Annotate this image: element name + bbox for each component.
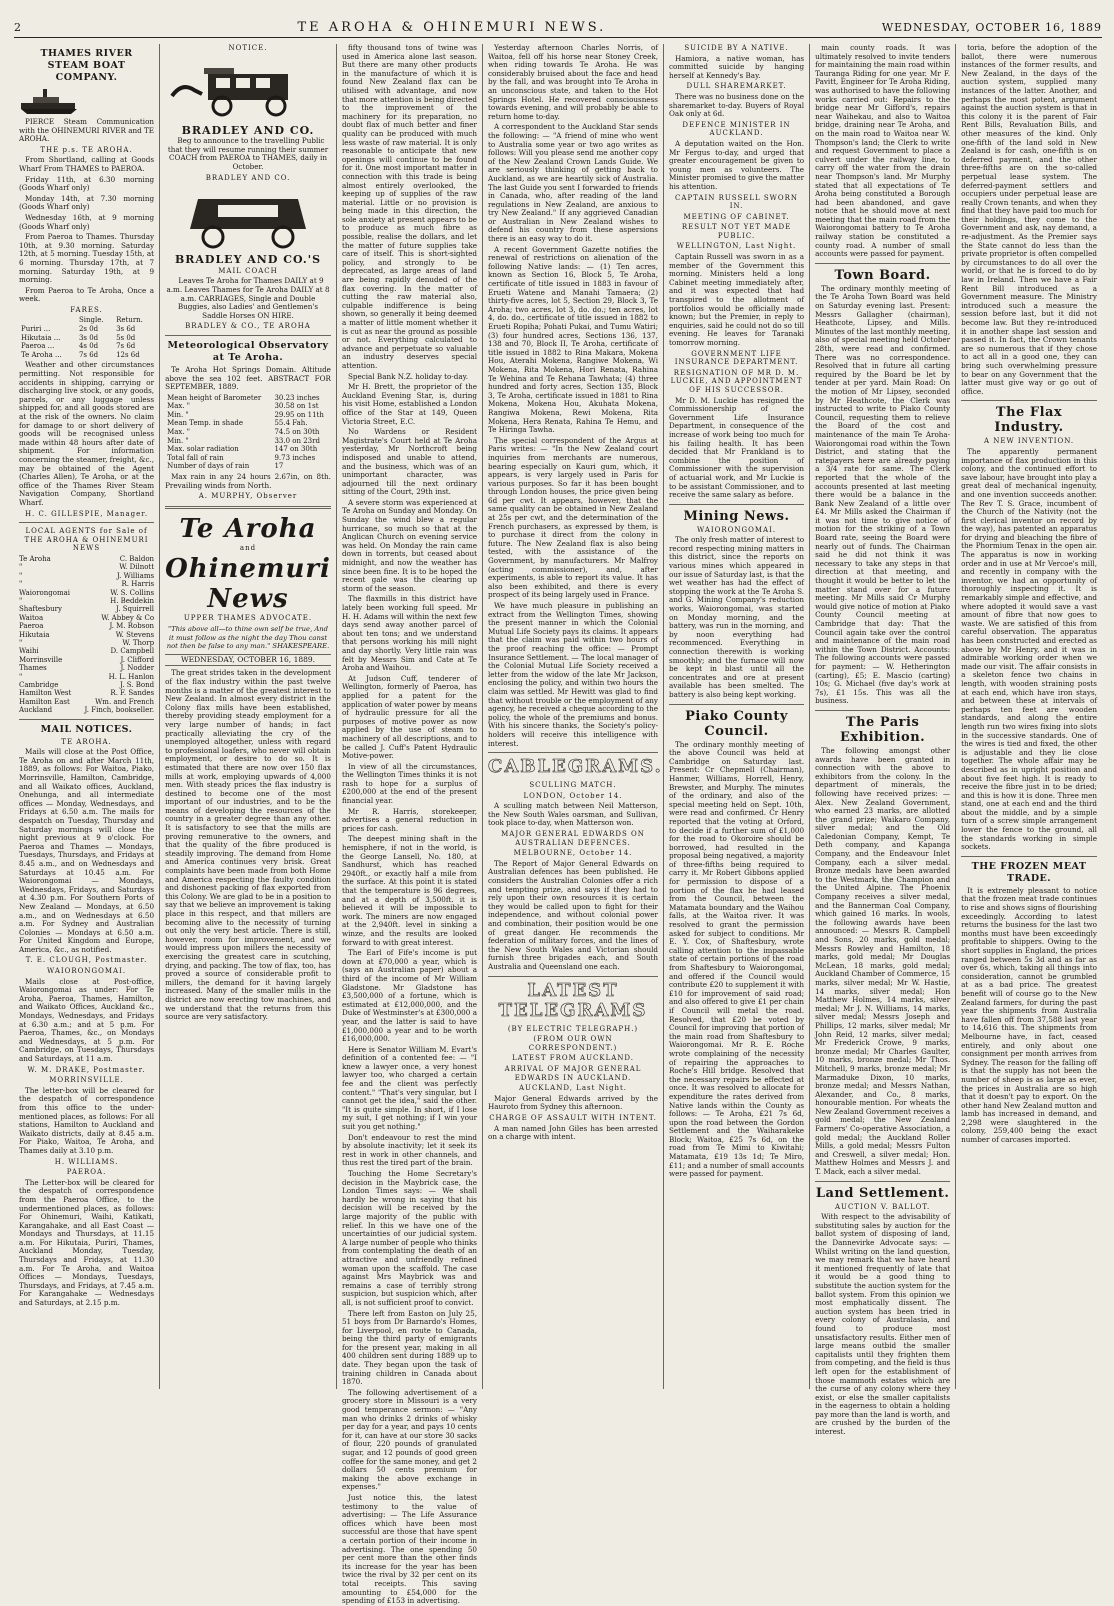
list-item: Waiorongomai W. S. Collins [19,588,155,597]
meteorological-text: Te Aroha Hot Springs Domain. Altitude above the sea 102 feet. ABSTRACT FOR SEPTEMBER, 1889. [165,364,331,392]
mining-news-heading: Mining News. [683,508,790,524]
land-continued: toria, before the adoption of the ballot, there were numerous instances of the former results, and New Zealand, in the days of the auction system, supplied many instances of the latter. Another, and perhaps the most potent, argument against the auction system is that in this colony it is the parent of Fair Rent Bills, Revaluation Bills, and other measures of the kind. Only one-fifth of the land sold in New Zealand is for cash, one-fifth is on deferred payment, and the other three-fifths are on the so-called perpetual lease system. The deferred-payment settlers and occupiers under perpetual lease are really Crown tenants, and when they find that they have paid too much for their holdings, they come to the Government and ask, nay demand, a re-adjustment. As the Premier says the State cannot do less than the private proprietor is often compelled by circumstances to do all over the world, or that he is forced to do by law in Ireland. Then we have a Fair Rent Bill introduced as a Government measure. The Ministry introduced such a measure the session before last, but it did not become law. But they re-introduced it in another shape last session and passed it. In fact, the Crown tenants are so numerous that if they chose to act all in a good one, they can bring such overwhelming pressure to bear on any Government that the latter must give way or go out of office. [961,43,1097,396]
latest-telegrams-heading: LATEST TELEGRAMS [498,979,648,1021]
government-life-heading: GOVERNMENT LIFE INSURANCE DEPARTMENT. [674,349,799,367]
paeroa-text: The Letter-box will be cleared for the despatch of correspondence from the Paeroa Office, to the undermentioned places, as follows: For Ohinemuri, Waihi, Katikati, Karangahake, and all East Coast — Mondays and Thursdays, at 11.15 a.m. For Hikutaia, Puriri, Thames, Auckland Monday, Tuesday, Thursdays and Fridays, at 11.30 a.m. For Te Aroha, and Waitoa Offices — Mondays, Tuesdays, Thursdays, and Fridays, at 7.45 a.m. For Karangahake — Wednesdays and Saturdays, at 2.15 p.m. [19,1177,155,1308]
mining-subheading: WAIORONGOMAI. [696,525,777,534]
land-settlement-heading: Land Settlement. [815,1185,950,1201]
resignation-text: Mr D. M. Luckie has resigned the Commissionership of the Government Life Insurance Department, in consequence of the increase of work being too much for his failing health. It has been decided that Mr Frankland is to combine the position of Commissioner with the supervision of actuarial work, and Mr Luckie is to be assistant Commissioner, and to receive the same salary as before. [669,395,805,500]
table-row [19,342,154,351]
edwards-heading: MAJOR GENERAL EDWARDS ON AUSTRALIAN DEFENCES. [501,830,645,847]
shipping-manager: H. C. GILLESPIE, Manager. [24,509,149,518]
paragraph: The following advertisement of a grocery store in Missouri is a very good temperance sermon: — "Any man who drinks 2 drinks of whisky per day for a year, and pays 10 cents for it, can have at our store 30 sacks of flour, 220 pounds of granulated sugar, and 12 pounds of good green coffee for the same money, and get 2 dollars 50 cents premium for making the above exchange in expenses." [341,1387,477,1492]
sharemarket-heading: DULL SHAREMARKET. [686,82,787,91]
mail-coach-illustration [165,184,331,254]
list-item: Te Aroha C. Baldon [19,554,155,563]
paragraph: We have much pleasure in publishing an extract from the Wellington Times, showing the present manner in which the Colonial Mutual Life Society pays its claims. It appears that the claim was paid within two hours of the proof reaching the office: — Prompt Insurance Settlement. — The local manager of the Colonial Mutual Life Society received a letter from the widow of the late Mr Jackson, enclosing the policy, and within two hours the claim was settled. Mr Hewitt was glad to find that without trouble or the employment of any agency, he received a cheque according to the policy, the whole of the premiums and bonus. With his sincere thanks, the Society's policy-holders will receive this intelligence with interest. [488,601,658,748]
table-row [19,351,154,360]
notice-heading: NOTICE. [228,44,268,52]
masthead [14,18,1102,38]
paragraph: Just notice this, the latest testimony to the value of advertising: — The Life Assurance offices which have been most successful are those that have spent a certain portion of their income in advertising. The one spending 50 per cent more than the other finds its increase for the year has been twice the rival by 32 per cent on its total receipts. This saving amounting to £54,000 for the spending of £153 in advertising. [341,1492,477,1606]
bank-holiday-note: Special Bank N.Z. holiday to-day. [347,371,468,381]
sailing-4: From Paeroa to Thames. Thursday 10th, at 9.30 morning. Saturday 12th, at 5 morning. Tuesday 15th, at 6 morning. Thursday 17th, at 7 morning. Saturday 19th, at 9 morning. [19,232,155,285]
paper-title-and: and [239,543,257,552]
list-item: " H. Beddekin [19,596,155,605]
page-number: 2 [14,21,22,34]
column-3 [337,43,483,1606]
leader-article: The great strides taken in the development of the flax industry within the past twelve months is a matter of the greatest interest to New Zealand. In almost every district in the Colony flax mills have been established, thereby providing steady employment for a very large number of hands; in fact practically alleviating the cry of the unemployed altogether, unless with regard to professional loafers, who never will obtain employment, or desire to do so. It is estimated that there are now over 150 flax mills at work, employing upwards of 4,000 men. With steady prices the flax industry is destined to become one of the most important of our industries, and to be the means of developing the resources of the country in a greater degree than any other. It is satisfactory to see that the mills are proving remunerative to the owners, and that the quality of the fibre produced is steadily improving. The demand from Home and America continues very brisk. Great complaints have been made from both Home and America respecting the faulty condition and dishonest packing of flax exported from this Colony. We are glad to be in a position to say that we believe an improvement is taking place in this respect, and that millers are becoming alive to the necessity of turning out only the very best article. There is still, however, room for improvement, and we would impress upon millers the necessity of exercising the greatest care in scutching, drying, and packing. The tow of flax, too, has proved a source of considerable profit to millers, the demand for it having largely increased. Many of the smaller mills in the district are now erecting tow machines, and we understand that the returns from this source are very satisfactory. [165,668,331,1022]
fare-cell: 12s 6d [116,350,140,359]
arrival-dateline: AUCKLAND, Last Night. [518,1084,628,1093]
flax-industry-heading: The Flax Industry. [994,405,1064,436]
fare-cell: 2s 0d [78,325,99,334]
paragraph: The deepest mining shaft in the hemisphere, if not in the world, is the George Lansell, No. 180, at Sandhurst, which has reached 2940ft., or exactly half a mile from the surface. At this point it is stated that the temperature is 96 degrees, and at a depth of 3,500ft. it is believed it will be impossible to work. The miners are now engaged at the 2,940ft. level in sinking a winze, and the results are looked forward to with great interest. [341,834,477,947]
sailing-0: From Shortland, calling at Goods Wharf From THAMES to PAEROA. [19,155,155,173]
flax-industry-subheading: A NEW INVENTION. [983,437,1075,446]
meteorological-table [165,394,331,471]
notice-signature: BRADLEY AND CO. [205,173,291,182]
fare-cell: 5s 0d [116,333,136,342]
meteorological-heading: Meteorological Observatory at Te Aroha. [167,339,329,363]
paragraph: A correspondent to the Auckland Star sends the following: — "A friend of mine who went to Australia some year or two ago writes as follows: Will you please send me another copy of the New Zealand Crown Lands Guide. We are seriously thinking of getting back to Auckland, as we are heartily sick of Australia. The last Guide you sent I forwarded to friends in Canada, who, after reading of the land regulations in New Zealand, are anxious to try New Zealand." If any aggrieved Canadian or Australian in New Zealand wishes to defend his country from these aspersions there is an easy way to do it. [488,122,658,244]
paris-exhibition-heading: The Paris Exhibition. [840,714,926,745]
morrinsville-postmaster: H. WILLIAMS. [54,1157,119,1166]
table-row: Max. " 30.58 on 1st [167,402,319,411]
list-item: Auckland J. Finch, bookseller. [19,706,155,715]
list-item: Waitoa W. Abbey & Co [19,613,155,622]
table-row [19,325,154,334]
resignation-heading: RESIGNATION OF MR D. M. LUCKIE, AND APPOINTMENT OF HIS SUCCESSOR. [670,368,803,394]
fares-table [19,316,154,359]
table-row: Min. " 33.0 on 23rd [167,436,320,445]
mining-text: The only fresh matter of interest to record respecting mining matters in this district, since the reports on various mines which appeared in our issue of Saturday last, is that the wet weather has had the effect of stopping the work at the Te Aroha S. and G. Mining Company's reduction works, Waiorongomai, was started on Monday morning, and the battery, was run in the morning, and by noon everything had recommenced. Everything in connection therewith is working smoothly; and the furnace will now be kept in blast until all the concentrates and ore at present available has been smelted. The battery is also being kept working. [669,535,805,699]
fare-cell: Hikutaia ... [21,333,61,342]
agents-list [19,555,154,715]
paragraph: No Wardens or Resident Magistrate's Court held at Te Aroha yesterday, Mr Northcroft being indisposed and unable to attend, and the business, which was of an unimportant character, was adjourned till the next ordinary sitting of the Court, 29th inst. [341,427,477,497]
morrinsville-text: The letter-box will be cleared for the despatch of correspondence from this office to the under-mentioned places, as follows: For all stations, Hamilton to Auckland and Waikato districts, daily at 8.45 a.m. For Piako, Waitoa, Te Aroha, and Thames daily at 3.10 p.m. [19,1085,155,1155]
list-item: Paeroa J. M. Robson [19,622,155,631]
town-board-text: The ordinary monthly meeting of the Te Aroha Town Board was held on Saturday evening last. Present: Messrs Gallagher (chairman), Heathcote, Lipsey, and Mills. Minutes of the last monthly meeting, also of special meeting held October 28th, were read and confirmed. There was no correspondence. Resolved that in future all carting required by the Board be let by tender at per yard. Main Road: On the motion of Mr Lipsey, seconded by Mr Heathcote, the Clerk was instructed to write to Piako County Council, requesting them to relieve the Board of the cost and maintenance of the main Te Aroha-Waiorongomai road within the Town District, and stating that the ratepayers here are already paying a 3/4 rate for same. The Clerk reported that the whole of the accounts presented at last meeting there would be a balance in the Bank New Zealand of a little over £4. Mr Mills asked the Chairman if it was not time to give notice of motion for the striking of a Town Board rate, seeing the Board were nearly out of funds. The Chairman said he did not think it was necessary to take any steps in that direction at that meeting, and thought it would be better to let the matter stand over for a future meeting. Mr Mills said Cr Murphy would give notice of motion at Piako County Council meeting at Cambridge that day: That the Council again take over the control and maintenance of the main road within the Town District. Accounts: The following accounts were passed for payment: — W. Hetherington (carting), £5; E. Mascio (carting) 10s; G. Michael (five day's work at 7s), £1 15s. This was all the business. [815,283,951,706]
table-row: Max. solar radiation 147 on 30th [167,445,318,454]
fare-cell: 3s 6d [116,325,136,334]
postmaster: T. E. CLOUGH, Postmaster. [25,956,148,965]
coach-text: Leaves Te Aroha for Thames DAILY at 9 a.m. Leaves Thames for Te Aroha DAILY at 8 a.m. CARRIAGES, Single and Double Buggies, also Ladies' and Gentlemen's Saddle Horses ON HIRE. [166,276,330,320]
firm-name: BRADLEY AND CO. [181,123,315,137]
paragraph: The flaxmills in this district have lately been working full speed. Mr H. H. Adams will within the next few days send away another parcel of about ten tons; and we understand that persons working his mill night and day shortly. Very little rain was felt by Messrs Sim and Cate at Te Aroha and Waihou. [341,594,477,673]
paragraph: A severe storm was experienced at Te Aroha on Sunday and Monday. On Sunday the wind blew a regular hurricane, so much so that at the Anglican Church on evening service was held. On Monday the rain came down in torrents, but ceased about midnight, and now the weather has since been fine. It is to be hoped the recent gale was the clearing up storm of the season. [341,497,477,593]
fare-cell: 7s 6d [116,342,136,351]
fares-col-0 [19,316,77,325]
paragraph: The special correspondent of the Argus at Paris writes: — "In the New Zealand court inquiries from merchants are numerous, bearing especially on Kauri gum, which, it appears, is very largely used in Paris for various purposes. So far it has been bought through London houses, the price given being 6d per cwt. It appears, however, that the same quality can be obtained in New Zealand at 25s per cwt, and the determination of the French purchasers, as expressed by them, is to purchase it direct from the colony in future. The New Zealand flax is also being tested, with the assistance of the Government, by manufacturers. Mr Malfroy (acting commissioner), and, after experiments, is able to report its value. It has also been exhibited, and there is every prospect of its being largely used in France. [488,435,658,600]
list-item: Cambridge J. S. Bond [19,681,155,689]
column-5 [664,44,810,1389]
sailing-3: Wednesday 16th, at 9 morning (Goods Wharf only) [19,212,155,231]
cabinet-heading: MEETING OF CABINET. [683,212,790,221]
frozen-meat-heading: THE FROZEN MEAT TRADE. [971,860,1087,884]
sculling-text: A sculling match between Neil Matterson, the New South Wales oarsman, and Sullivan, took place to-day, when Matterson won. [488,801,658,828]
list-item: Morrinsville J. Clifford [19,655,155,664]
auckland-heading: LATEST FROM AUCKLAND. [511,1054,634,1063]
paragraph: At Judson Cuff, tenderer of Wellington, formerly of Paeroa, has applied for a patent for the application of water power by means of hydraulic pressure for all the purposes of motive power as now applied by the use of steam to machinery of all descriptions, and to be called J. Cuff's Patent Hydraulic Motive-power. [341,673,478,761]
arrival-heading: ARRIVAL OF MAJOR GENERAL EDWARDS IN AUCKLAND. [504,1064,642,1082]
agents-heading: LOCAL AGENTS for Sale of THE AROHA & OHINEMURI NEWS [24,527,149,553]
frozen-meat-text: It is extremely pleasant to notice that the frozen meat trade continues to rise and shows signs of flourishing exceedingly. According to latest returns the business for the last two months must have been exceedingly profitable to shippers. Owing to the short supplies in England, the prices ranged between 5s 3d and as far as over 6s, which, taking all things into consideration, cannot be grumbled at as a bad price. The greatest benefit will of course go to the New Zealand farmers, for during the past year the shipments from Australia have fallen off from 37,588 last year to 14,616 this. The shipments from Melbourne have, in fact, ceased entirely, and only about one consignment per month arrives from Sydney. The reason for the falling off is that the supply has not been the number of sheep is as large as ever, the prices in Australia are so high that it doesn't pay to export. On the other hand New Zealand mutton and lamb has increased in demand, and 2,298 were slaughtered in the colony, 259,400 being the exact number of carcases imported. [961,885,1097,1145]
list-item: Hamilton West R. F. Sandes [19,689,155,698]
steamer-icon [19,87,79,115]
table-row: Mean height of Barometer 30.23 inches [167,393,320,402]
mail-heading: MAIL NOTICES. [40,723,133,735]
list-item: Thames J. Nodder [19,664,155,673]
fare-cell: 4s 0d [78,342,99,351]
list-item: " W. Dilnott [19,563,155,572]
mail-subheading: TE AROHA. [61,737,112,746]
coach-notice [165,44,331,331]
defence-heading: DEFENCE MINISTER IN AUCKLAND. [682,120,791,138]
sculling-dateline: LONDON, October 14. [523,791,623,800]
morrinsville-heading: MORRINSVILLE. [49,1076,124,1085]
coach-icon [168,55,328,125]
sailing-5: From Paeroa to Te Aroha, Once a week. [19,285,155,304]
coach-signature: BRADLEY & CO., TE AROHA [185,322,311,331]
coach-firm: BRADLEY AND CO.'S [174,253,322,267]
column-1 [14,44,160,1389]
cablegrams-heading: CABLEGRAMS. [488,756,663,778]
list-item: Waihi D. Campbell [19,647,155,656]
waiorongomai-heading: WAIORONGOMAI. [46,967,127,976]
fare-cell: Te Aroha ... [21,350,62,359]
sharemarket-text: There was no business done on the sharemarket to-day. Buyers of Royal Oak only at 6d. [669,91,805,119]
paragraph: Yesterday afternoon Charles Norris, of Waitoa, fell off his horse near Stoney Creek, when riding towards Te Aroha. He was considerably bruised about the face and head by the fall, and was brought into Te Aroha in an unconscious state, and taken to the Hot Springs Hotel. He recovered consciousness towards evening, and will probably be able to return home to-day. [488,43,658,121]
paragraph: The Earl of Fife's income is put down at £70,000 a year, which is (says an Australian paper) about a third of the income of Mr William Gladstone. Mr Gladstone has £3,500,000 of a fortune, which is estimated at £12,000,000, and the Duke of Westminster's at £300,000 a year, and the latter is said to have £1,000,000 a year and to be worth £16,000,000. [341,948,477,1044]
fares-heading: FARES. [70,305,103,314]
result-heading: RESULT NOT YET MADE PUBLIC. [681,223,792,240]
paragraph: Don't endeavour to rest the mind by absolute inactivity; let it seek its rest in work in other channels, and thus rest the tired part of the brain. [341,1132,477,1168]
town-board-heading: Town Board. [834,267,931,283]
paragraph: Touching the Home Secretary's decision in the Maybrick case, the London Times says: — We shall hardly be wrong in saying that his decision will be received by the large majority of the public with relief. In this we have one of the uncertainties of our judicial system. A large number of people who thinks from contemplating the death of an attractive and unfriendly refined woman upon the scaffold. The case against Mrs Maybrick was and remains a case of terribly strong suspicion, but suspicion which, after all, is not sufficient proof to convict. [341,1169,477,1307]
paper-title-2: Ohinemuri News [165,554,331,615]
flax-industry-text: The apparently permanent importance of flax production in this colony, and the continued effort to save labour, have brought into play a great deal of mechanical ingenuity, and one invention succeeds another. The Rev T. S. Grace, incumbent of the Church of the Nativity (not the first clerical inventor on record by the way), has patented an apparatus for drying and bleaching the fibre of the Phormium Tenax in the open air. The apparatus is now in working order and in use at Mr Vercoe's mill, and recently in company with the inventor, we had an opportunity of thoroughly inspecting it. It is remarkably simple and effective, and where adopted it would save a vast amount of fibre that now goes to waste. We are satisfied of this from careful observation. The apparatus has been constructed and erected as above by Mr Henry, and it was in admirable working order when we made our visit. The affair consists in a skeleton fence two chains in length, with wooden straining posts at each end, which have iron stays, and between these at intervals of perhaps ten feet are wooden standards, and along the entire length run two wires fixing into slots in the successive standards. One of the wires is tied and fixed, the other is adjustable and they lie close together. The whole affair may be described as in upright position and about five feet high. It is ready to receive the fibre just in to be dried; and this is how it is done. Three men stand, one at each end and the third about the middle, and by a simple turn of a screw simple arrangement lower the fence to the ground, all the standards working in simple sockets. [961,446,1097,852]
mail-text: Mails will close at the Post Office, Te Aroha on and after March 11th, 1889, as follows: For Waitoa, Piako, Morrinsville, Hamilton, Cambridge, and all Waikato offices, Auckland, Onehunga, and all intermediate offices — Monday, Wednesdays, and Fridays at 6.50 a.m. The mails for despatch on Tuesday, Thursday and Saturday mornings will close the night previous at 9 o'clock. For Paeroa and Thames — Mondays, Tuesdays, Thursdays, and Fridays at 8.45 a.m., and on Wednesdays and Saturdays at 10.45 a.m. For Waiorongomai — Mondays, Wednesdays, Fridays, and Saturdays at 4.30 p.m. For Southern Ports of New Zealand — Mondays, at 6.50 a.m., and on Wednesdays at 6.50 a.m. For Sydney and Australian Colonies — Mondays at 6.50 a.m. For United Kingdom and Europe, America, &c., as notified. [19,747,155,954]
fare-cell: 3s 0d [78,333,99,342]
piako-council-heading: Piako County Council. [685,708,788,739]
mail-coach-icon [168,184,328,254]
latest-subheading: (BY ELECTRIC TELEGRAPH.) [507,1024,639,1033]
paragraph: In view of all the circumstances, the Wellington Times thinks it is not rash to hope for a surplus of £200,000 at the end of the present financial year. [341,761,477,806]
fares-col-1: Single. [78,316,104,325]
fare-cell: 7s 6d [78,350,99,359]
wellington-dateline: WELLINGTON, Last Night. [676,242,797,251]
dateline: WEDNESDAY, OCTOBER 16, 1889. [165,654,331,667]
masthead-date: WEDNESDAY, OCTOBER 16, 1889 [881,21,1102,34]
arrival-text: Major General Edwards arrived by the Hauroto from Sydney this afternoon. [488,1093,658,1112]
waiorongomai-postmaster: W. M. DRAKE, Postmaster. [27,1065,146,1074]
suicide-heading: SUICIDE BY A NATIVE. [684,44,789,52]
steamer-illustration [19,87,154,115]
observer: A. MURPHY, Observer [198,492,298,501]
paragraph: A recent Government Gazette notifies the renewal of restrictions on alienation of the following Native lands: — (1) Ten acres, known as Section 16, Block 5, Te Aroha, certificate of title issued in 1883 in favour of Erueti Watene and Manahi Tamaera; (2) thirty-five acres, lot 5, Section 29, Block 3, Te Aroha; two acres, lot 3, do. do.; ten acres, lot 4, do. do., certificate of title issued in 1882 to Erueti Ropiha; Pohati Pukai, and Tumu Watiri; (3) four hundred acres, Sections 136, 137, 138 and 70, Block II, Te Aroha, certificate of title issued in 1882 to Rina Makara, Mokena Hou, Aterahi Mokena, Rangiwe Mokena, Wi Mokena, Rita Mokena, Hori Renata, Rahina Te Wehina and Te Rehana Tawhata; (4) three hundred and forty acres, Section 135, Block 3, Te Aroha, certificate issued in 1881 to Rina Mokena, Mokena Hou, Akuhata Mokena, Rangiwa Mokena, Rewi Mokena, Rita Mokena, Hera Renata, Rahina Te Hemu, and Te Hiringa Tawha. [488,244,658,435]
edwards-dateline: MELBOURNE, October 14. [513,849,633,858]
assault-heading: CHARGE OF ASSAULT WITH INTENT. [489,1113,657,1122]
notice-text: Beg to announce to the travelling Public that they will resume running their summer COACH from PAEROA to THAMES, daily in October. [167,136,329,171]
list-item: Hamilton East Wm. and French [19,697,155,706]
fare-cell: Paeroa ... [21,342,55,351]
list-item: Shaftesbury J. Squirrell [19,605,155,614]
table-row: Mean Temp. in shade 55.4 Fah. [167,419,308,428]
fares-header-row [19,316,154,325]
land-settlement-subheading: AUCTION V. BALLOT. [834,1202,931,1211]
masthead-title: TE AROHA & OHINEMURI NEWS. [297,20,607,35]
table-row: Total fall of rain 9.73 inches [167,453,316,462]
advocate-subtitle: UPPER THAMES ADVOCATE. [183,614,313,623]
meteorological-footer: Max rain in any 24 hours 2.67in, on 8th. Prevailing winds from North. [165,472,331,490]
column-4 [483,44,664,1389]
paragraph: There left from Easton on July 25, 51 boys from Dr Barnardo's Homes, for Liverpool, en route to Canada, being the third party of emigrants for the present year, making in all 400 children sent during 1889 up to date. They began upon the task of training children in Canada about 1870. [341,1308,477,1387]
newspaper-columns [14,43,1102,1606]
paragraph: Mr R. Harris, storekeeper, advertises a general reduction in prices for cash. [341,806,477,833]
sailing-1: Friday 11th, at 6.30 morning (Goods Wharf only) [19,174,155,193]
fares-col-2: Return. [116,316,143,325]
fare-cell: Puriri ... [21,325,51,334]
captain-russell-heading: CAPTAIN RUSSELL SWORN IN. [675,193,799,211]
column-7 [956,44,1102,1389]
paragraph: Mr H. Brett, the proprietor of the Auckland Evening Star, is, during his visit Home, established a London office of the Star at 149, Queen Victoria Street, E.C. [341,382,477,426]
waiorongomai-text: Mails close at Post-office, Waiorongomai as under: For Te Aroha, Paeroa, Thames, Hamilton, and Waikato Offices, Auckland &c., Mondays, Wednesdays, and Fridays at 6.30 a.m.; and at 5 p.m. For Paeroa, Thames, &c., on Mondays and Wednesdays, at 5 p.m. For Cambridge, on Tuesdays, Thursdays and Saturdays, at 11 a.m. [19,976,155,1063]
motto: "This above all—to thine own self be true, And it must follow as the night the day Thou canst not then be false to any man." SHAKESPEARE. [166,625,330,651]
table-row: Min. " 29.95 on 11th [167,410,324,419]
flax-article-continued: fifty thousand tons of twine was used in America alone last season. But there are many other products in the manufacture of which it is found New Zealand flax can be utilised with advantage, and now that more attention is being directed to the improvement of the machinery for its preparation, no doubt flax of much better and finer quality can be produced with much less waste of raw material. It is only reasonable to anticipate that new openings will continue to be found for it. One most important matter in connection with this trade is being almost entirely overlooked, the keeping up of supplies of the raw material. Little or no provision is being made in this direction, the sole anxiety at present appears to be to produce as much fibre as possible, realise the dollars, and let the matter of future supplies take care of itself. This is short-sighted policy, and strongly to be deprecated, as large areas of land are being rapidly denuded of the flax covering. In the matter of cutting the raw material also, culpable indifference is being shown, so generally it being deemed a matter of little moment whether it is cut as near the ground as possible or not. Everything calculated to advance and perpetuate so valuable an industry deserves special attention. [341,43,477,370]
paper-title-1: Te Aroha [179,513,317,544]
defence-text: A deputation waited on the Hon. Mr Fergus to-day, and urged that greater encouragement be given to young men as volunteers. The Minister promised to give the matter his attention. [669,138,805,191]
coach-subheading: MAIL COACH [218,266,278,275]
suicide-text: Hamiora, a native woman, has committed suicide by hanging herself at Kennedy's Bay. [669,53,805,80]
paeroa-heading: PAEROA. [66,1168,107,1177]
table-row: Max. " 74.5 on 30th [167,428,320,437]
table-row [19,334,154,343]
paris-exhibition-text: The following amongst other awards have been granted in connection with the above to exhibitors from the colony. In the department of minerals, the following have received prizes: — Alex. New Zealand Government, who earned 23 marks, are allotted the grand prize; Waikaro Company, silver medal; and the Old Caledonian Company, Kempt, Te Deth company, and Kapanga Company, and the Endeavour Inlet Company, each a silver medal. Bronze medals have been awarded to the Westmark, the Champion and the United Alpine. The Phoenix Company receives a silver medal, and the Bannerman Coal Company, which gained 16 marks. In wools, the following awards have been announced: — Messrs R. Campbell and Sons, 20 marks, gold medal; Messrs Rowley and Hamilton, 18 marks, gold medal; Mr Douglas McLean, 18 marks, gold medal; Auckland Chamber of Commerce, 15 marks, silver medal; Mr W. Hastie, 14 marks, silver medal; Hon Matthew Holmes, 14 marks, silver medal; Mr J. N. Williams, 14 marks, silver medal; Messrs Joseph and Phillips, 12 marks, silver medal; Mr John Reid, 12 marks, silver medal; Mr Frederick Crowe, 9 marks, bronze medal; Mr Charles Gaulter, 10 marks, bronze medal; Mr Thos. Mitchell, 9 marks, bronze medal; Mr Marmaduke Dixon, 10 marks, bronze medal; and Messrs Nathan, Alexander, and Co., 8 marks, honourable mention. For wheats the New Zealand Government receives a gold medal; the New Zealand Farmers' Co-operative Association, a gold medal; the Auckland Roller Mills, a gold medal; Messrs Fulton and Creswell, a silver medal; Hon. Matthew Holmes and Messrs J. and T. Mack, each a silver medal. [815,745,951,1177]
shipping-subheading: PIERCE Steam Communication with the OHINEMURI RIVER and TE AROHA. [19,117,155,144]
sculling-heading: SCULLING MATCH. [529,781,617,790]
column-6 [810,43,956,1437]
council-continued: main county roads. It was ultimately resolved to invite tenders for maintaining the main road within Tauranga Riding for one year. Mr F. Pavitt, Engineer for Te Aroha Riding, was authorised to have the following works carried out: Repairs to the bridge near Mr Gifford's, repairs near Waihekau, and also to Waitoa bridge, draining near Te Aroha, and on the main road to Waitoa near W. Thompson's land; the Clerk to write and request Government to place a culvert under the railway line, to carry off the water from the drain near Thompson's land. Mr Murphy stated that all expectations of Te Aroha being constituted a Borough had been abandoned, and gave notice that he should move at next meeting that the main road from the Waiorongomai battery to Te Aroha railway station be constituted a county road. A number of small accounts were passed for payment. [815,43,951,259]
shipping-terms: Weather and other circumstances permitting. Not responsible for accidents in shipping, carrying or discharging live stock, or any goods, parcels, or any luggage unless shipped for, and all goods stored are at the risk of the owners. No claim for damage to or short delivery of goods will be recognised unless made within 48 hours after date of shipment. For information concerning the steamer, freight, &c., may be obtained of the Agent (Charles Allen), Te Aroha, or at the office of the Thames River Steam Navigation Company, Shortland Wharf. [19,360,155,507]
list-item: " W. Thorp [19,638,155,647]
assault-text: A man named John Giles has been arrested on a charge with intent. [488,1123,658,1142]
coach-illustration [165,55,331,125]
sailing-2: Monday 14th, at 7.30 morning (Goods Wharf only) [19,193,155,212]
list-item: Hikutaia W. Stevens [19,630,155,639]
ship-name: THE p.s. TE AROHA. [40,145,133,154]
column-2 [160,44,337,1389]
list-item: " J. Williams [19,571,155,580]
cabinet-text: Captain Russell was sworn in as a member of the Government this morning. Ministers held a long Cabinet meeting immediately after, and it was expected that had transpired to the allotment of portfolios would be officially made known; but the Premier, in reply to enquiries, said he could not do so till evening. He leaves for Taranaki tomorrow morning. [669,252,805,347]
land-settlement-text: With respect to the advisability of substituting sales by auction for the ballot system of disposing of land, the Dannevirke Advocate says: — Whilst writing on the land question, we may remark that we have heard it mentioned frequently of late that it would be a good thing to substitute the auction system for the ballot system. From this opinion we most emphatically dissent. The auction system has been tried in every colony of Australasia, and found to produce most unsatisfactory results. Either men of large means outbid the smaller capitalists until they frighten them from competing, and the field is thus left open for the establishment of those mammoth estates which are the curse of any colony where they exist, or else the smaller capitalists in the eagerness to obtain a holding pay more than the land is worth, and are crushed by the burden of the interest. [815,1212,951,1437]
table-row: Number of days of rain 17 [167,462,284,471]
shipping-heading: THAMES RIVER STEAM BOAT COMPANY. [40,48,133,83]
edwards-text: The Report of Major General Edwards on Australian defences has been published. He considers the Australian Colonies offer a rich and tempting prize, and says if they had to rely upon their own resources it is certain they would be called upon to fight for their independence, and without colonial power and combination, their position would be one of great danger. He recommends the federation of military forces, and the lines of the New South Wales and Victorian should furnish three brigades each, and South Australia and Queensland one each. [488,858,658,971]
latest-correspondent: (FROM OUR OWN CORRESPONDENT.) [528,1035,618,1052]
paragraph: Here is Senator William M. Evart's definition of a contented fee: — "I knew a lawyer once, a very honest lawyer too, who charged a certain fee and the client was perfectly content." "That's very singular, but I cannot get the idea," said the other. "It is quite simple. In short, if I lose my suit, I get nothing; if I win your suit you get nothing." [341,1044,477,1132]
list-item: " H. L. Hanlon [19,672,155,681]
list-item: " R. Harris [19,580,155,589]
piako-council-text: The ordinary monthly meeting of the above Council was held at Cambridge on Saturday last. Present: Cr Chepmell (Chairman), Hanmer, Williams, Horrell, Henry, Brewster, and Murphy. The minutes of the ordinary, and also of the special meeting held on Sept. 10th, were read and confirmed. Cr Henry reported that the voting at Orford, to decide if a further sum of £1,000 for the road to Okoroire should be borrowed, had resulted in the proposal being negatived, a majority of three-fifths being required to carry it. Mr Robert Gibbons applied for permission to dispose of a portion of the flax he had leased from the Council, between the Matamata boundary and the Waihou falls, at the Waitoa river. It was resolved to grant the permission asked for subject to conditions. Mr E. Y. Cox, of Shaftesbury, wrote calling attention to the impassable state of certain portions of the road from Shaftesbury to Waiorongomai, and offered if the Council would contribute £20 to supplement it with £10 for improvement of said road; and also offered to give £1 per chain if Council will metal the road. Resolved, that £20 be voted by Council for improving that portion of the main road from Shaftesbury to Waiorongomai. Mr R. E. Roche wrote complaining of the necessity of repairing the approaches to Roche's Hill bridge. Resolved that the necessary repairs be effected at once. It was resolved to allocate for expenditure the rates derived from Native lands within the County as follows: — Te Aroha, £21 7s 6d, upon the road between the Gordon Settlement and the Waiharakeke Block; Waitoa, £25 7s 6d, on the road from Te Mimi to Kiwitahi; Matamata, £19 13s 1d; Te Miro, £11; and a number of small accounts were passed for payment. [669,739,805,1179]
